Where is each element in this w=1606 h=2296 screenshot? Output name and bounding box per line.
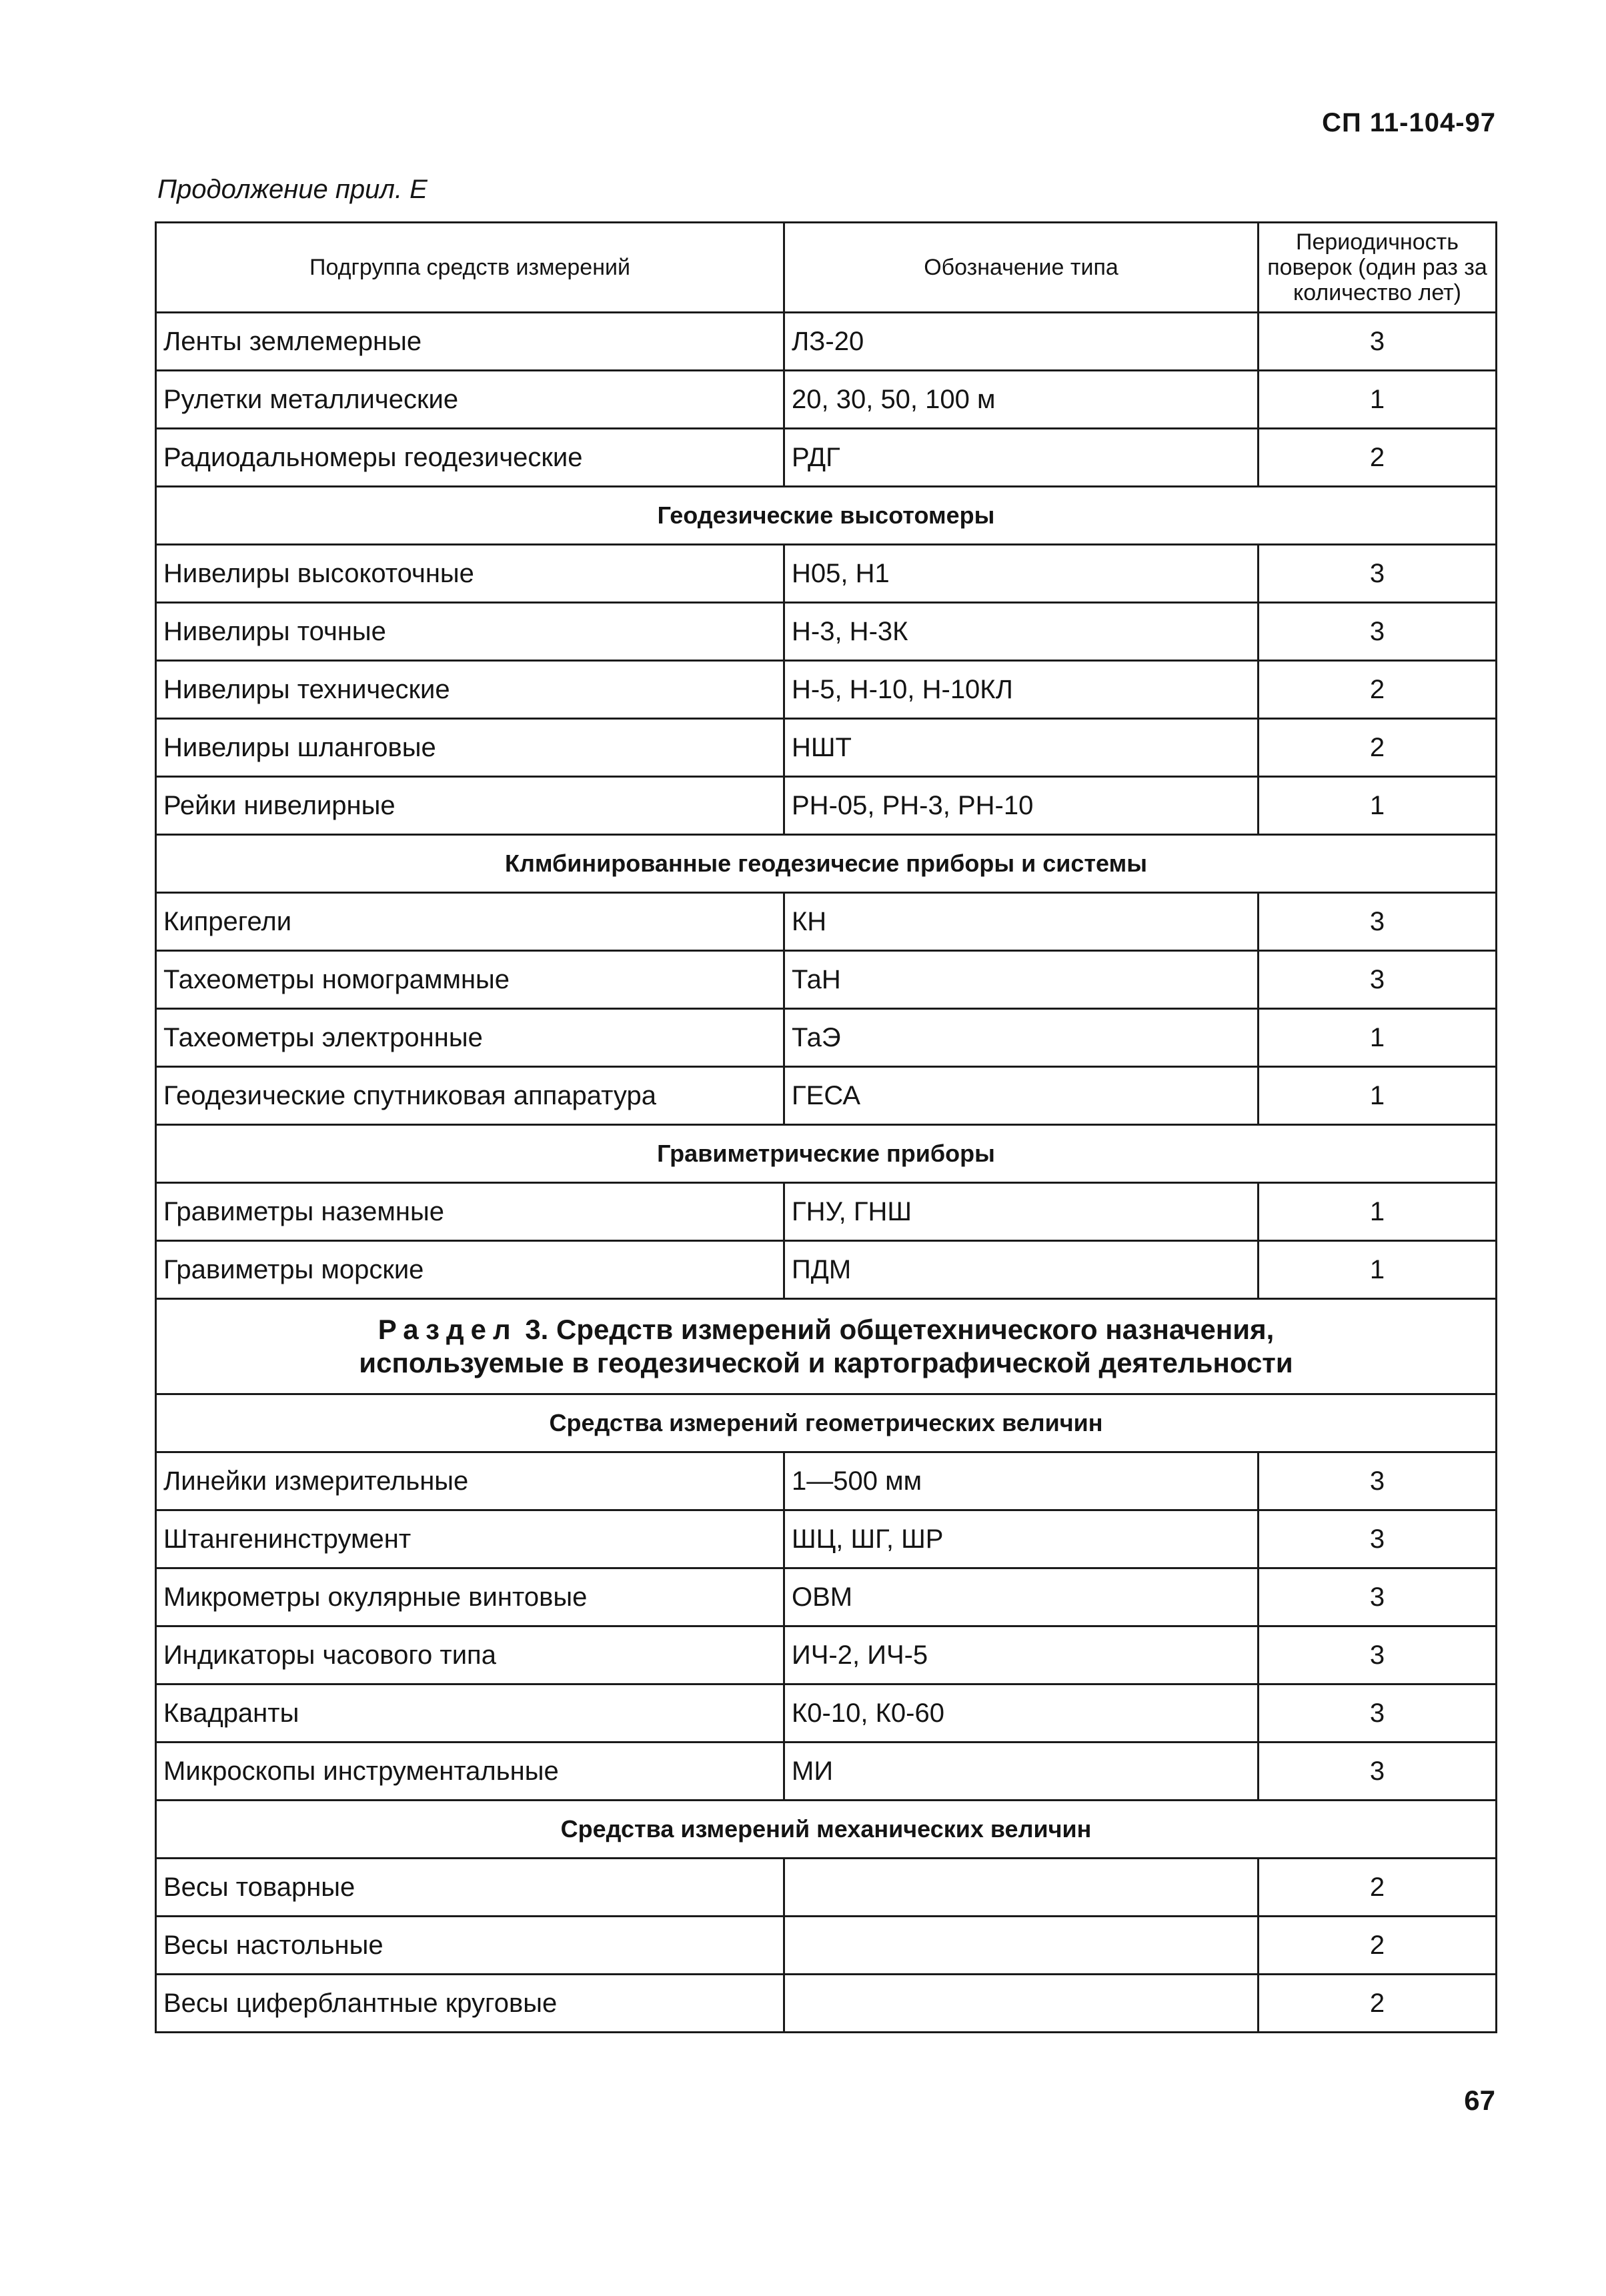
part-title-line-1: 3. Средств измерений общетехнического назначения, (525, 1314, 1275, 1345)
cell-type-designation: РН-05, РН-3, РН-10 (784, 777, 1259, 835)
cell-subgroup: Рейки нивелирные (156, 777, 784, 835)
table-row (156, 1626, 1497, 1684)
cell-subgroup: Рулетки металлические (156, 371, 784, 429)
cell-type-designation: ПДМ (784, 1241, 1259, 1299)
cell-subgroup: Геодезические спутниковая аппаратура (156, 1067, 784, 1125)
cell-subgroup: Микрометры окулярные винтовые (156, 1568, 784, 1626)
cell-verification-period: 3 (1259, 603, 1497, 661)
table-body (156, 313, 1497, 2033)
cell-type-designation: Н-3, Н-3К (784, 603, 1259, 661)
cell-verification-period: 3 (1259, 1743, 1497, 1801)
cell-type-designation (784, 1917, 1259, 1975)
cell-subgroup: Тахеометры номограммные (156, 951, 784, 1009)
section-heading: Геодезические высотомеры (156, 487, 1497, 545)
cell-subgroup: Весы циферблантные круговые (156, 1975, 784, 2033)
cell-type-designation: ГНУ, ГНШ (784, 1183, 1259, 1241)
table-row (156, 1452, 1497, 1510)
cell-type-designation (784, 1975, 1259, 2033)
cell-subgroup: Нивелиры технические (156, 661, 784, 719)
cell-verification-period: 1 (1259, 371, 1497, 429)
table-row (156, 1684, 1497, 1743)
continuation-caption: Продолжение прил. Е (157, 175, 428, 204)
cell-subgroup: Микроскопы инструментальные (156, 1743, 784, 1801)
document-code: СП 11-104-97 (1322, 108, 1496, 137)
section-heading: Гравиметрические приборы (156, 1125, 1497, 1183)
table-row (156, 1568, 1497, 1626)
column-header-period: Периодичность поверок (один раз за количество лет) (1259, 223, 1497, 313)
table-row (156, 1067, 1497, 1125)
table-row (156, 1510, 1497, 1568)
cell-type-designation: КН (784, 893, 1259, 951)
table-header-row (156, 223, 1497, 313)
cell-type-designation: ОВМ (784, 1568, 1259, 1626)
section-heading-row (156, 1125, 1497, 1183)
page-number: 67 (1464, 2085, 1495, 2116)
cell-type-designation: К0-10, К0-60 (784, 1684, 1259, 1743)
cell-verification-period: 1 (1259, 1009, 1497, 1067)
table-row (156, 1009, 1497, 1067)
cell-verification-period: 2 (1259, 1859, 1497, 1917)
table-row (156, 603, 1497, 661)
cell-verification-period: 3 (1259, 1684, 1497, 1743)
table-row (156, 1183, 1497, 1241)
cell-verification-period: 3 (1259, 545, 1497, 603)
section-heading-row (156, 1801, 1497, 1859)
column-header-subgroup: Подгруппа средств измерений (156, 223, 784, 313)
section-heading-row (156, 487, 1497, 545)
table-row (156, 951, 1497, 1009)
cell-subgroup: Индикаторы часового типа (156, 1626, 784, 1684)
cell-type-designation: 20, 30, 50, 100 м (784, 371, 1259, 429)
cell-type-designation: НШТ (784, 719, 1259, 777)
cell-subgroup: Штангенинструмент (156, 1510, 784, 1568)
cell-type-designation: МИ (784, 1743, 1259, 1801)
cell-subgroup: Квадранты (156, 1684, 784, 1743)
cell-verification-period: 3 (1259, 893, 1497, 951)
cell-verification-period: 3 (1259, 1568, 1497, 1626)
section-heading: Клмбинированные геодезичесие приборы и системы (156, 835, 1497, 893)
table-row (156, 545, 1497, 603)
cell-type-designation: ШЦ, ШГ, ШР (784, 1510, 1259, 1568)
section-heading: Средства измерений геометрических величин (156, 1394, 1497, 1452)
table-row (156, 1859, 1497, 1917)
cell-type-designation (784, 1859, 1259, 1917)
cell-verification-period: 1 (1259, 1067, 1497, 1125)
cell-subgroup: Тахеометры электронные (156, 1009, 784, 1067)
cell-verification-period: 3 (1259, 951, 1497, 1009)
table-row (156, 661, 1497, 719)
instruments-table (155, 221, 1497, 2033)
cell-subgroup: Нивелиры шланговые (156, 719, 784, 777)
table-row (156, 893, 1497, 951)
column-header-type: Обозначение типа (784, 223, 1259, 313)
cell-verification-period: 3 (1259, 1510, 1497, 1568)
table-row (156, 1743, 1497, 1801)
cell-verification-period: 3 (1259, 1452, 1497, 1510)
table-row (156, 719, 1497, 777)
cell-type-designation: Н05, Н1 (784, 545, 1259, 603)
section-heading-row (156, 1394, 1497, 1452)
cell-subgroup: Радиодальномеры геодезические (156, 429, 784, 487)
cell-type-designation: 1—500 мм (784, 1452, 1259, 1510)
section-heading: Средства измерений механических величин (156, 1801, 1497, 1859)
cell-verification-period: 2 (1259, 1975, 1497, 2033)
table-row (156, 1975, 1497, 2033)
cell-subgroup: Ленты землемерные (156, 313, 784, 371)
cell-verification-period: 2 (1259, 719, 1497, 777)
cell-verification-period: 3 (1259, 313, 1497, 371)
cell-subgroup: Гравиметры морские (156, 1241, 784, 1299)
cell-verification-period: 1 (1259, 777, 1497, 835)
cell-type-designation: Н-5, Н-10, Н-10КЛ (784, 661, 1259, 719)
section-heading-row (156, 835, 1497, 893)
cell-verification-period: 2 (1259, 429, 1497, 487)
cell-type-designation: ТаН (784, 951, 1259, 1009)
table-row (156, 1917, 1497, 1975)
table-row (156, 777, 1497, 835)
table-row (156, 313, 1497, 371)
cell-subgroup: Нивелиры высокоточные (156, 545, 784, 603)
cell-type-designation: ЛЗ-20 (784, 313, 1259, 371)
part-heading-row (156, 1299, 1497, 1394)
cell-subgroup: Гравиметры наземные (156, 1183, 784, 1241)
part-prefix: Раздел (377, 1314, 518, 1345)
table-row (156, 429, 1497, 487)
part-heading (156, 1299, 1497, 1394)
cell-subgroup: Кипрегели (156, 893, 784, 951)
cell-verification-period: 2 (1259, 1917, 1497, 1975)
cell-type-designation: ГЕСА (784, 1067, 1259, 1125)
cell-subgroup: Весы товарные (156, 1859, 784, 1917)
cell-subgroup: Весы настольные (156, 1917, 784, 1975)
cell-verification-period: 1 (1259, 1241, 1497, 1299)
cell-verification-period: 2 (1259, 661, 1497, 719)
part-title-line-2: используемые в геодезической и картографической деятельности (359, 1347, 1293, 1378)
cell-subgroup: Линейки измерительные (156, 1452, 784, 1510)
cell-type-designation: РДГ (784, 429, 1259, 487)
cell-verification-period: 3 (1259, 1626, 1497, 1684)
cell-subgroup: Нивелиры точные (156, 603, 784, 661)
cell-type-designation: ИЧ-2, ИЧ-5 (784, 1626, 1259, 1684)
table-row (156, 1241, 1497, 1299)
table-row (156, 371, 1497, 429)
cell-verification-period: 1 (1259, 1183, 1497, 1241)
cell-type-designation: ТаЭ (784, 1009, 1259, 1067)
